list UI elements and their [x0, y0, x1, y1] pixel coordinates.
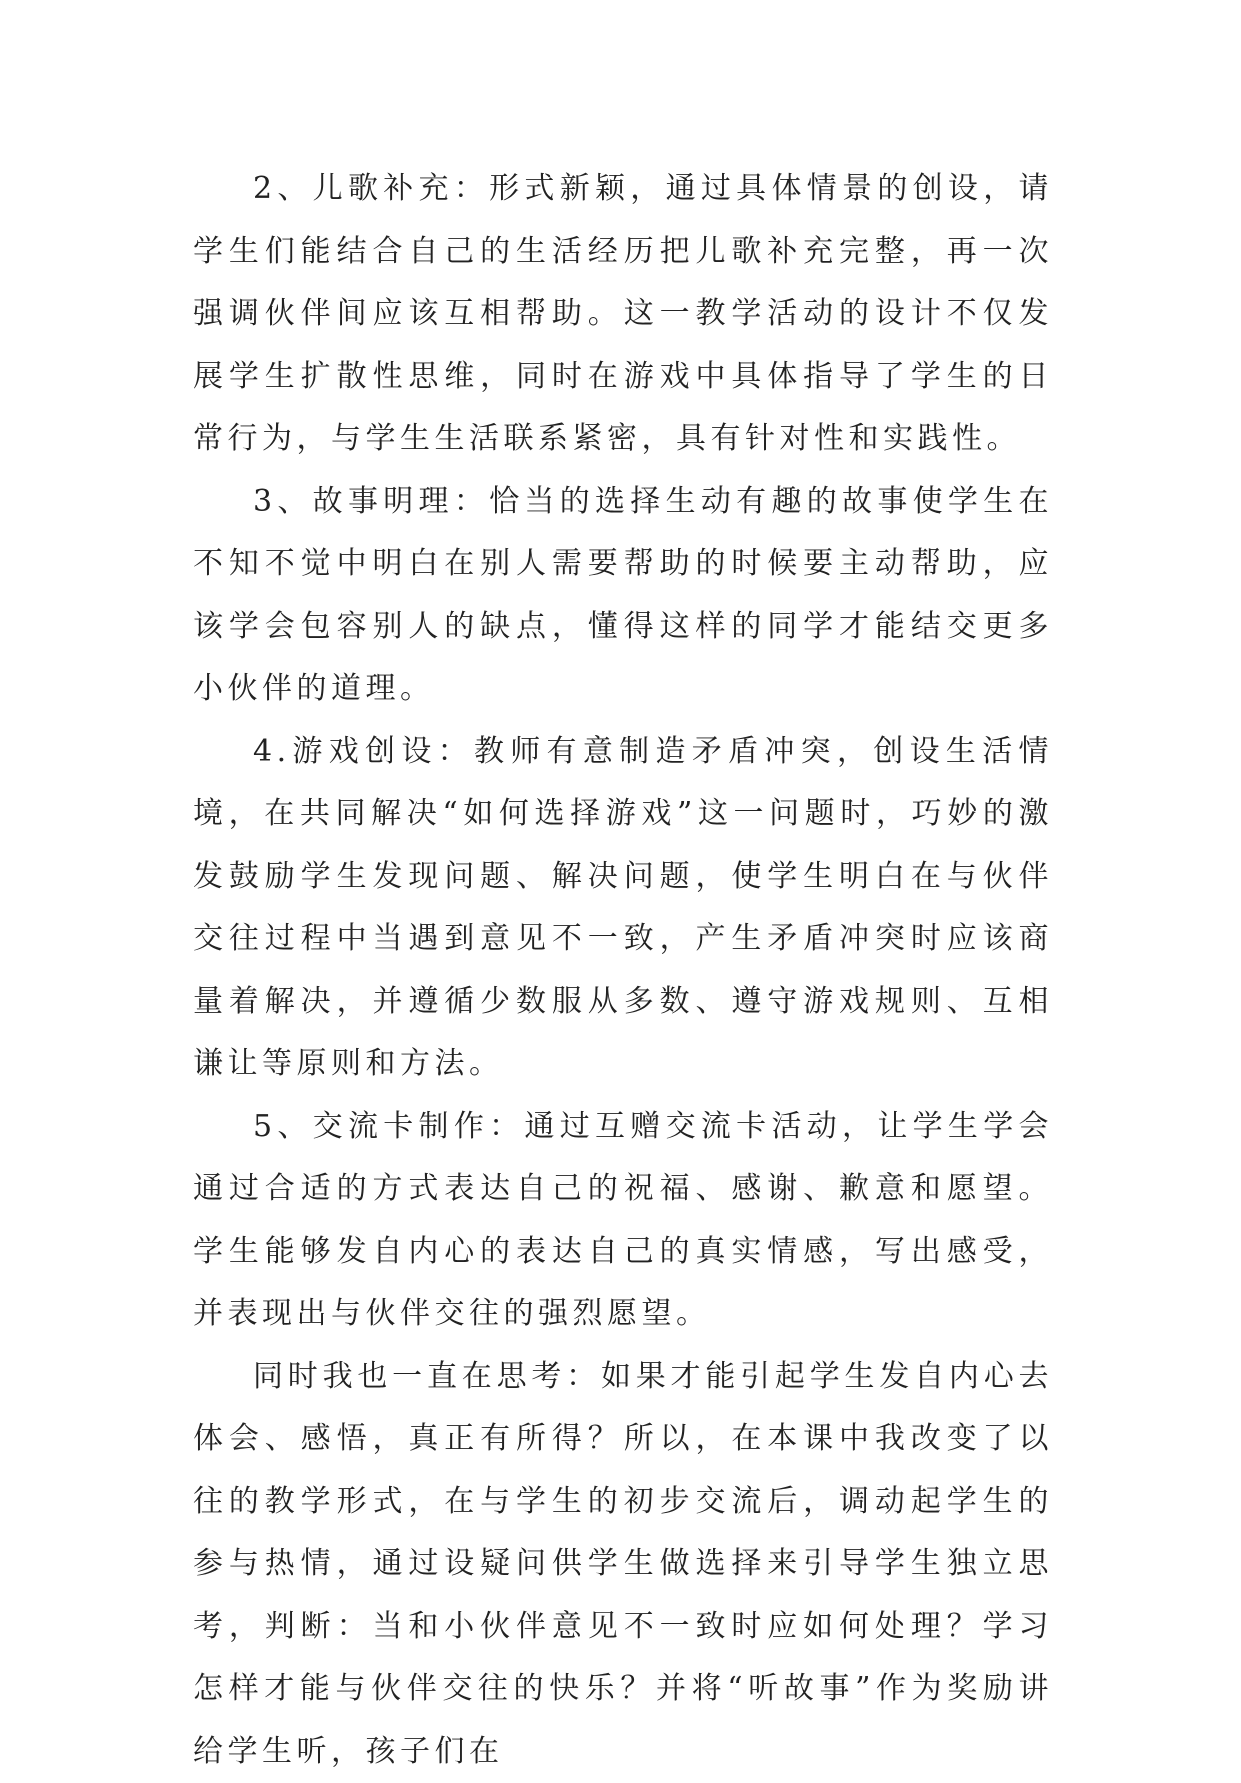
paragraph-game: 4.游戏创设：教师有意制造矛盾冲突，创设生活情境，在共同解决“如何选择游戏”这一问题时，巧妙的激发鼓励学生发现问题、解决问题，使学生明白在与伙伴交往过程中当遇到意见不一致，产生矛盾冲突时应该商量着解决，并遵循少数服从多数、遵守游戏规则、互相谦让等原则和方法。 — [193, 721, 1053, 1096]
paragraph-reflection: 同时我也一直在思考：如果才能引起学生发自内心去体会、感悟，真正有所得？所以，在本课中我改变了以往的教学形式，在与学生的初步交流后，调动起学生的参与热情，通过设疑问供学生做选择来引导学生独立思考，判断：当和小伙伴意见不一致时应如何处理？学习怎样才能与伙伴交往的快乐？并将“听故事”作为奖励讲给学生听，孩子们在 — [193, 1346, 1053, 1783]
document-body — [193, 158, 1053, 1783]
paragraph-story: 3、故事明理：恰当的选择生动有趣的故事使学生在不知不觉中明白在别人需要帮助的时候要主动帮助，应该学会包容别人的缺点，懂得这样的同学才能结交更多小伙伴的道理。 — [193, 471, 1053, 721]
paragraph-nursery-rhyme: 2、儿歌补充：形式新颖，通过具体情景的创设，请学生们能结合自己的生活经历把儿歌补充完整，再一次强调伙伴间应该互相帮助。这一教学活动的设计不仅发展学生扩散性思维，同时在游戏中具体指导了学生的日常行为，与学生生活联系紧密，具有针对性和实践性。 — [193, 158, 1053, 471]
paragraph-card: 5、交流卡制作：通过互赠交流卡活动，让学生学会通过合适的方式表达自己的祝福、感谢、歉意和愿望。学生能够发自内心的表达自己的真实情感，写出感受，并表现出与伙伴交往的强烈愿望。 — [193, 1096, 1053, 1346]
